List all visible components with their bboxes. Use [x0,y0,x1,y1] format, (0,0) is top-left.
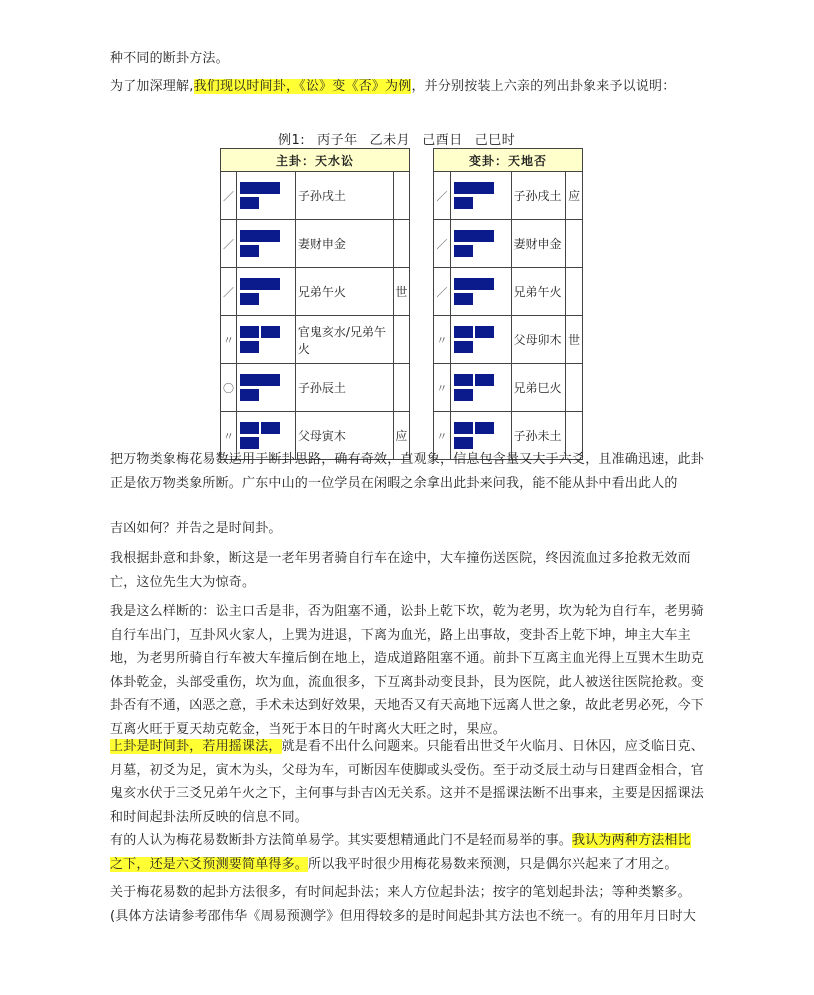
paragraph-5: 我是这么样断的：讼主口舌是非，否为阻塞不通，讼卦上乾下坎，乾为老男，坎为轮为自行车，老男骑自行车出门，互卦风火家人，上巽为进退，下离为血光，路上出事故，变卦否上乾下坤，坤主大车主地，为老男所骑自行车被大车撞后倒在地上，造成道路阻塞不通。前卦下互离主血光得上互巽木生助克体卦乾金，头部受重伤，坎为血，流血很多，下互离卦动变艮卦，艮为医院，此人被送往医院抢救。变卦否有不通，凶恶之意，手术未达到好效果，天地否又有天高地下远离人世之象，故此老男必死，今下互离火旺于夏天劫克乾金，当死于本日的午时离火大旺之时，果应。 [110,604,705,737]
line-role: 应 [566,172,583,220]
hexagram-line-row [221,316,410,364]
main-hexagram-title: 主卦：天水讼 [221,149,410,172]
line-mark: 〇 [221,364,237,412]
paragraph-7-pre: 有的人认为梅花易数断卦方法简单易学。其实要想精通此门不是轻而易举的事。 [110,833,573,848]
paragraph-7 [110,829,704,876]
line-mark: 〃 [434,364,451,412]
yang-line-icon [454,230,508,242]
line-role [393,172,409,220]
caption-year: 丙子年 [317,133,358,148]
line-role: 世 [566,316,583,364]
line-mark: 〃 [434,412,451,460]
paragraph-7-post: 所以我平时很少用梅花易数来预测，只是偶尔兴起来了才用之。 [308,856,678,872]
hexagram-line-row [434,220,583,268]
line-base-icon [240,341,292,353]
paragraph-1-post: ，并分别按装上六亲的列出卦象来予以说明： [411,79,676,94]
paragraph-6-highlight: 上卦是时间卦，若用摇课法， [110,739,282,754]
line-symbol [450,268,511,316]
line-mark: 〃 [221,412,237,460]
changed-hexagram-table [433,148,583,460]
line-relation: 子孙未土 [511,412,566,460]
paragraph-4: 我根据卦意和卦象，断这是一老年男者骑自行车在途中，大车撞伤送医院，终因流血过多抢救无效而亡，这位先生大为惊奇。 [110,551,691,590]
yang-line-icon [240,182,292,194]
line-base-icon [454,293,508,305]
yang-line-icon [240,230,292,242]
line-role [393,364,409,412]
yin-line-icon [454,326,508,338]
line-relation: 官鬼亥水/兄弟午火 [295,316,393,364]
paragraph-1-pre: 为了加深理解, [110,79,194,94]
paragraph-8: 关于梅花易数的起卦方法很多，有时间起卦法；来人方位起卦法；按字的笔划起卦法；等种类繁多。(具体方法请参考邵伟华《周易预测学》但用得较多的是时间起卦其方法也不统一。有的用年月日时大 [110,885,697,924]
line-base-icon [454,341,508,353]
line-symbol [450,172,511,220]
line-symbol [236,268,295,316]
example-caption [278,129,527,148]
hexagram-line-row [221,220,410,268]
line-role [566,220,583,268]
hexagram-line-row [434,316,583,364]
yang-line-icon [240,374,292,386]
paragraph-3: 吉凶如何？并告之是时间卦。 [110,521,282,536]
paragraph-6 [110,735,704,829]
line-base-icon [240,245,292,257]
yang-line-icon [240,278,292,290]
line-relation: 父母卯木 [511,316,566,364]
changed-hexagram-title: 变卦：天地否 [434,149,583,172]
line-relation: 子孙戌土 [295,172,393,220]
line-relation: 妻财申金 [295,220,393,268]
line-relation: 兄弟午火 [511,268,566,316]
hexagram-line-row [434,172,583,220]
line-base-icon [240,389,292,401]
paragraph-1 [110,75,704,99]
line-symbol [236,172,295,220]
line-role [566,268,583,316]
paragraph-6-post: 就是看不出什么问题来。只能看出世爻午火临月、日休囚，应爻临日克、月墓，初爻为足，寅木为头，父母为车，可断因车使脚或头受伤。至于动爻辰土动与日建酉金相合，官鬼亥水伏于三爻兄弟午火之下，主何事与卦吉凶无关系。这并不是摇课法断不出事来，主要是因摇课法和时间起卦法所反映的信息不同。 [110,739,705,825]
line-mark: ／ [221,172,237,220]
line-mark: ／ [434,172,451,220]
main-hexagram-table [220,148,410,460]
hexagram-line-row [434,268,583,316]
line-role [566,364,583,412]
line-base-icon [454,245,508,257]
yang-line-icon [454,278,508,290]
yang-line-icon [454,182,508,194]
line-role: 世 [393,268,409,316]
line-mark: ／ [221,220,237,268]
line-role: 应 [393,412,409,460]
line-role [393,316,409,364]
line-relation: 子孙辰土 [295,364,393,412]
line-relation: 兄弟午火 [295,268,393,316]
paragraph-7-highlight: 我认为两种方法相比之下，还是六爻预测要简单得多。 [110,833,691,872]
hexagram-line-row [221,172,410,220]
yin-line-icon [240,422,292,434]
yin-line-icon [454,374,508,386]
paragraph-1-highlight: 我们现以时间卦，《讼》变《否》为例 [193,79,412,94]
line-role [393,220,409,268]
line-symbol [450,364,511,412]
line-symbol [236,364,295,412]
line-symbol [450,316,511,364]
line-relation: 兄弟巳火 [511,364,566,412]
line-base-icon [240,197,292,209]
line-symbol [450,220,511,268]
line-symbol [236,316,295,364]
caption-month: 乙未月 [369,133,411,148]
caption-label: 例1: [278,133,306,148]
line-base-icon [454,389,508,401]
line-relation: 妻财申金 [511,220,566,268]
yin-line-icon [240,326,292,338]
caption-hour: 己巳时 [474,133,516,148]
line-base-icon [454,197,508,209]
line-mark: 〃 [434,316,451,364]
line-mark: ／ [434,268,451,316]
caption-day: 己酉日 [422,133,463,148]
yin-line-icon [454,422,508,434]
hexagram-line-row [434,364,583,412]
paragraph-2: 把万物类象梅花易数运用于断卦思路，确有奇效，直观象，信息包含量又大于六爻，且准确迅速，此卦正是依万物类象所断。广东中山的一位学员在闲暇之余拿出此卦来问我，能不能从卦中看出此人的 [110,452,705,491]
line-symbol [236,220,295,268]
line-relation: 子孙戌土 [511,172,566,220]
line-mark: ／ [221,268,237,316]
line-base-icon [240,293,292,305]
line-relation: 父母寅木 [295,412,393,460]
intro-line: 种不同的断卦方法。 [110,51,229,66]
line-mark: 〃 [221,316,237,364]
hexagram-line-row [221,268,410,316]
line-mark: ／ [434,220,451,268]
hexagram-line-row [221,364,410,412]
